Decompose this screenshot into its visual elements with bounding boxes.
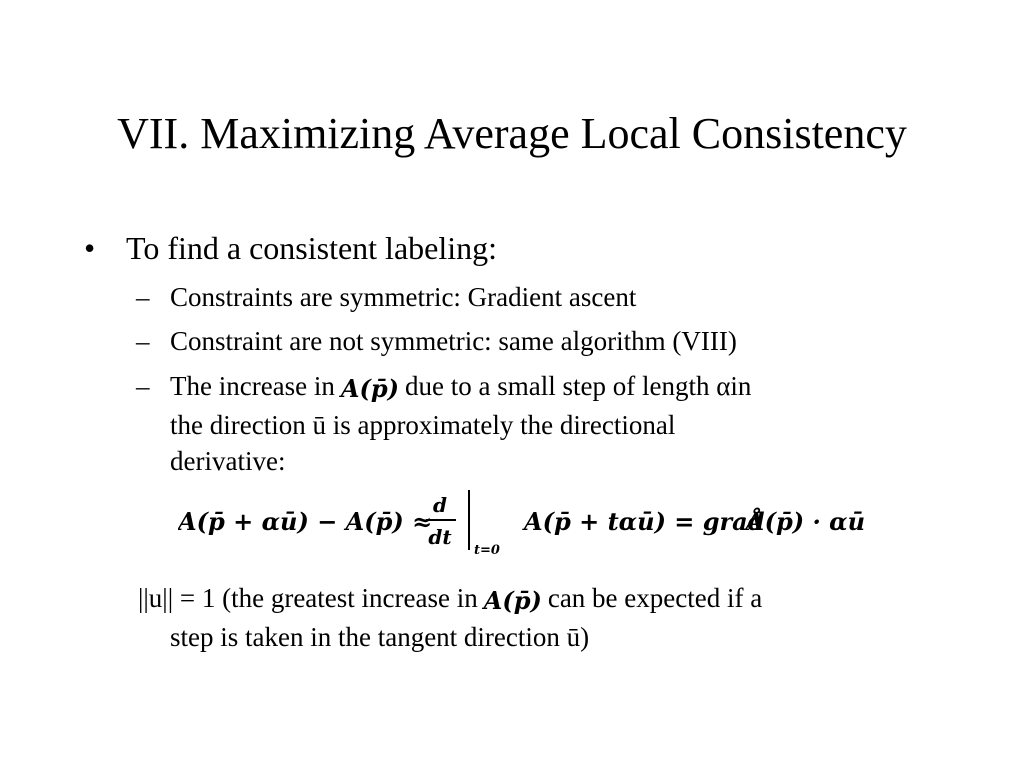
sub-item-nonsymmetric bbox=[136, 323, 737, 359]
dash-marker: – bbox=[136, 371, 150, 401]
slide-title: VII. Maximizing Average Local Consistency bbox=[117, 109, 907, 158]
eq-dt: dt bbox=[428, 525, 452, 549]
sub-item-text: Constraints are symmetric: Gradient ascent bbox=[170, 282, 637, 312]
norm-part2: can be expected if a bbox=[547, 583, 763, 613]
increase-part1: The increase in bbox=[170, 371, 335, 401]
eq-rhs-tail: Å(p̄) · αū bbox=[746, 507, 866, 536]
dash-marker: – bbox=[136, 282, 150, 312]
bullet-dot: • bbox=[84, 230, 96, 266]
sub-item-symmetric bbox=[136, 279, 636, 315]
norm-note bbox=[138, 580, 938, 655]
norm-line2: step is taken in the tangent direction ū) bbox=[170, 622, 590, 652]
eq-lhs: A(p̄ + αū) − A(p̄) ≈ bbox=[178, 507, 433, 536]
increase-part2: due to a small step of length αin bbox=[405, 371, 752, 401]
eq-d: d bbox=[433, 493, 447, 517]
dash-marker: – bbox=[136, 326, 150, 356]
inline-formula-a-p-2: A(p̄) bbox=[483, 586, 542, 615]
increase-line3: derivative: bbox=[170, 446, 286, 476]
main-bullet-text: To find a consistent labeling: bbox=[126, 230, 498, 266]
eq-subscript: t=0 bbox=[474, 543, 500, 558]
eq-rhs: A(p̄ + tαū) = grad bbox=[524, 507, 765, 536]
sub-item-text: Constraint are not symmetric: same algorithm (VIII) bbox=[170, 326, 737, 356]
inline-formula-a-p: A(p̄) bbox=[340, 374, 400, 403]
norm-part1: ||u|| = 1 (the greatest increase in bbox=[138, 583, 478, 613]
sub-item-increase bbox=[136, 368, 936, 479]
derivative-equation bbox=[178, 488, 878, 560]
sub-item-increase-text bbox=[136, 368, 936, 479]
main-bullet bbox=[84, 226, 497, 270]
increase-line2: the direction ū is approximately the directional bbox=[170, 410, 676, 440]
